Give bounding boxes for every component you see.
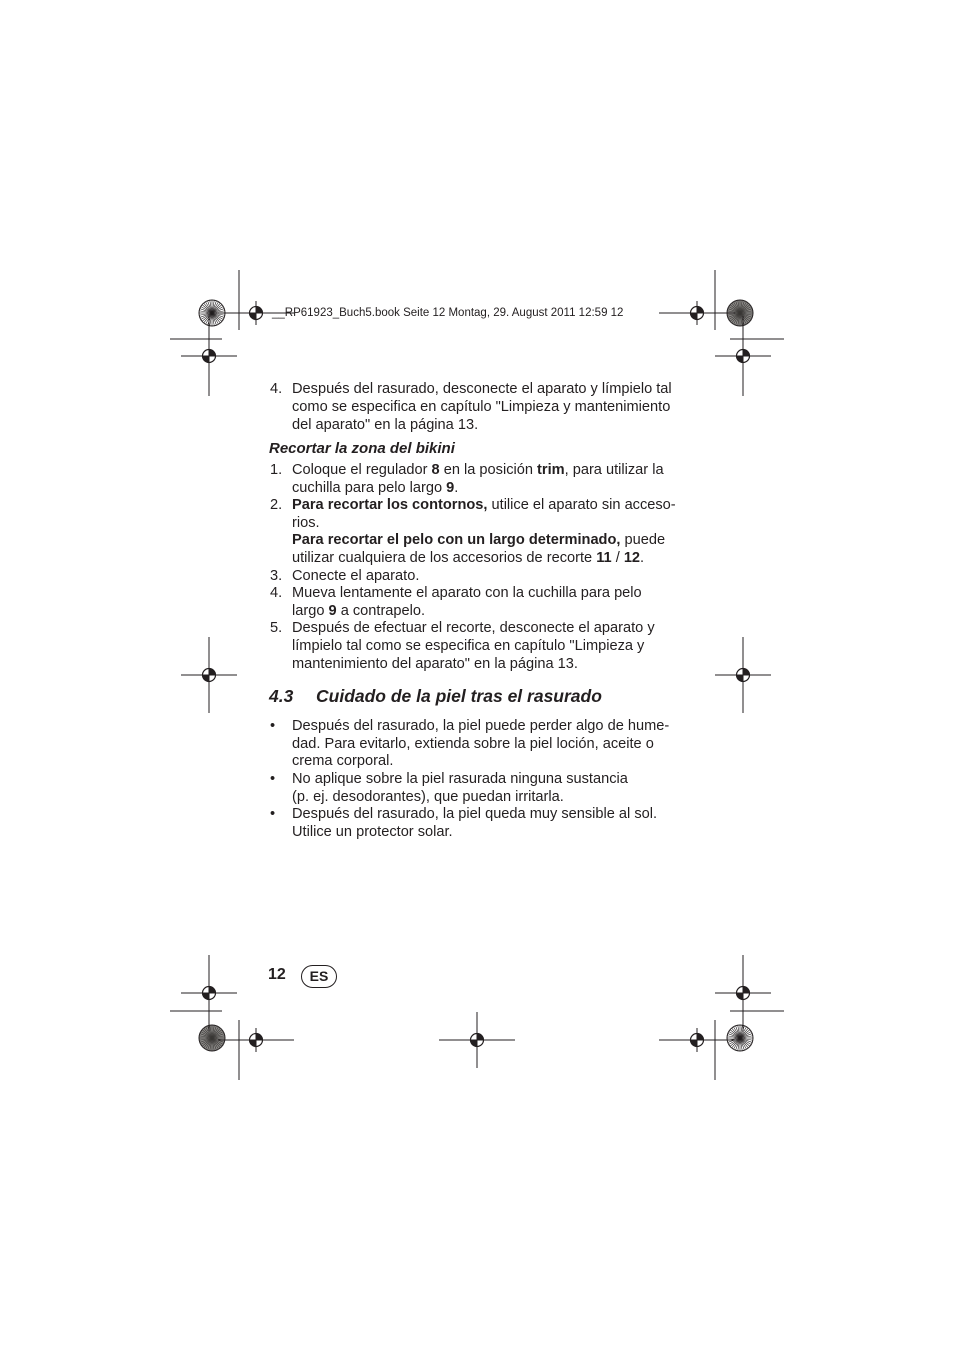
text-line: cuchilla para pelo largo 9. [292,480,459,496]
registration-quadrant [203,356,210,363]
text-line: del aparato" en la página 13. [292,417,479,433]
registration-quadrant [737,675,744,682]
text-line: Para recortar los contornos, utilice el aparato sin acceso- [292,497,676,513]
registration-quadrant [743,987,750,994]
text-line: mantenimiento del aparato" en la página 13. [292,656,578,672]
registration-quadrant [256,307,263,314]
registration-quadrant [697,307,704,314]
text-line: Después del rasurado, la piel queda muy sensible al sol. [292,806,658,822]
registration-quadrant [256,1034,263,1041]
step-number: 5. [270,620,283,636]
section-title: Cuidado de la piel tras el rasurado [316,686,602,706]
registration-quadrant [691,1040,698,1047]
registration-quadrant [697,1034,704,1041]
text-line: como se especifica en capítulo "Limpieza y mantenimiento [292,399,671,415]
bullet-marker: • [270,806,276,822]
text-line: (p. ej. desodorantes), que puedan irritarla. [292,789,564,805]
step-number: 4. [270,585,283,601]
text-line: utilizar cualquiera de los accesorios de recorte 11 / 12. [292,550,645,566]
registration-quadrant [743,350,750,357]
step-number: 1. [270,462,283,478]
text-line: Después del rasurado, desconecte el aparato y límpielo tal [292,381,672,397]
registration-quadrant [250,1040,257,1047]
registration-quadrant [209,987,216,994]
text-line: Mueva lentamente el aparato con la cuchilla para pelo [292,585,642,601]
section-number: 4.3 [269,686,294,706]
text-line: largo 9 a contrapelo. [292,603,426,619]
registration-quadrant [203,993,210,1000]
registration-quadrant [209,669,216,676]
registration-quadrant [737,993,744,1000]
text-line: Después de efectuar el recorte, desconecte el aparato y [292,620,655,636]
text-line: No aplique sobre la piel rasurada ninguna sustancia [292,771,628,787]
registration-quadrant [203,675,210,682]
text-line: Después del rasurado, la piel puede perder algo de hume- [292,718,670,734]
text-line: límpielo tal como se especifica en capítulo "Limpieza y [292,638,645,654]
registration-quadrant [209,350,216,357]
text-line: Coloque el regulador 8 en la posición trim, para utilizar la [292,462,664,478]
registration-quadrant [691,313,698,320]
text-line: Utilice un protector solar. [292,824,453,840]
text-line: Para recortar el pelo con un largo determinado, puede [292,532,666,548]
subheading-bikini: Recortar la zona del bikini [269,440,455,457]
registration-quadrant [743,669,750,676]
text-line: crema corporal. [292,753,394,769]
step-number: 3. [270,568,283,584]
registration-quadrant [477,1034,484,1041]
registration-quadrant [471,1040,478,1047]
text-line: dad. Para evitarlo, extienda sobre la piel loción, aceite o [292,736,654,752]
bullet-marker: • [270,718,276,734]
page-number: 12 [268,966,286,983]
step-number: 2. [270,497,283,513]
step-number: 4. [270,381,283,397]
bullet-marker: • [270,771,276,787]
registration-quadrant [250,313,257,320]
print-header: __RP61923_Buch5.book Seite 12 Montag, 29. August 2011 12:59 12 [272,307,624,319]
registration-quadrant [737,356,744,363]
text-line: rios. [292,515,320,531]
text-line: Conecte el aparato. [292,568,420,584]
language-badge: ES [301,965,337,988]
